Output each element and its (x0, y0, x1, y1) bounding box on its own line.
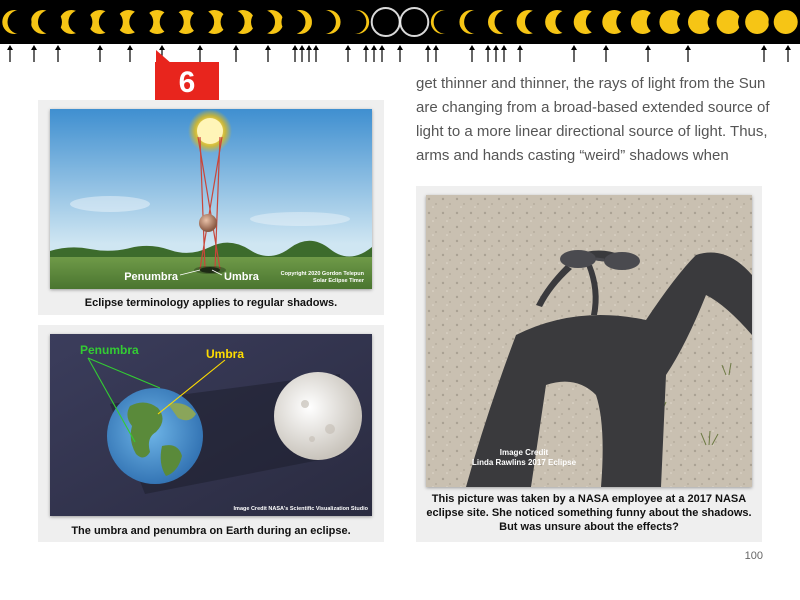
copyright-line: Solar Eclipse Timer (313, 278, 364, 284)
eclipse-phase-icon (221, 10, 255, 34)
phase-marker-arrow-icon (313, 45, 319, 62)
phase-marker-arrow-icon (306, 45, 312, 62)
eclipse-phase-icon (774, 10, 800, 34)
image-credit: Image Credit NASA's Scientific Visualization Studio (233, 506, 368, 512)
eclipse-phase-icon (517, 10, 549, 34)
penumbra-label: Penumbra (80, 343, 139, 357)
phase-marker-arrow-icon (97, 45, 103, 62)
phase-marker-arrow-icon (571, 45, 577, 62)
phase-marker-arrow-icon (197, 45, 203, 62)
eclipse-phase-icon (342, 10, 369, 34)
figure-earth-card (38, 325, 384, 542)
chapter-badge (155, 62, 219, 104)
figure-shadow-photo-card (416, 186, 762, 542)
figure-earth-image (50, 334, 372, 516)
phase-marker-arrow-icon (292, 45, 298, 62)
phase-marker-arrow-icon (517, 45, 523, 62)
copyright-line: Copyright 2020 Gordon Telepun (280, 271, 364, 277)
eclipse-phase-icon (400, 8, 428, 36)
eclipse-phase-icon (312, 10, 341, 34)
phase-marker-arrow-icon (363, 45, 369, 62)
eclipse-phases-graphic (0, 0, 800, 44)
phase-marker-arrow-icon (501, 45, 507, 62)
eclipse-phase-icon (372, 8, 400, 36)
image-credit: Linda Rawlins 2017 Eclipse (471, 458, 577, 467)
body-text-line: are changing from a broad-based extended source of (416, 99, 770, 116)
phase-marker-arrow-icon (761, 45, 767, 62)
phase-marker-arrow-icon (685, 45, 691, 62)
phase-marker-arrow-icon (785, 45, 791, 62)
body-text-line: arms and hands casting “weird” shadows when (416, 147, 729, 164)
eclipse-phase-icon (431, 10, 458, 34)
eclipse-phase-icon (281, 10, 312, 34)
phase-marker-arrow-icon (299, 45, 305, 62)
phase-marker-arrow-icon (425, 45, 431, 62)
page-number: 100 (744, 550, 763, 562)
figure-earth-caption: The umbra and penumbra on Earth during an eclipse. (71, 525, 351, 537)
body-text-line: get thinner and thinner, the rays of light from the Sun (416, 75, 766, 92)
phase-marker-arrow-icon (31, 45, 37, 62)
body-text-line: light to a more linear directional source of light. Thus, (416, 123, 768, 140)
umbra-label: Umbra (206, 347, 245, 361)
phase-marker-arrow-icon (433, 45, 439, 62)
phase-marker-arrow-icon (397, 45, 403, 62)
phase-marker-arrow-icon (127, 45, 133, 62)
phase-markers (0, 44, 800, 64)
eclipse-sequence-banner (0, 0, 800, 44)
figure-terminology-image (50, 109, 372, 289)
figure-terminology-caption: Eclipse terminology applies to regular shadows. (84, 297, 338, 309)
phase-marker-arrow-icon (233, 45, 239, 62)
figure-shadow-photo-caption: This picture was taken by a NASA employee at a 2017 NASA eclipse site. She noticed something funny about the shadows. But was unsure about the effects? (426, 493, 752, 533)
eclipse-phase-icon (459, 10, 488, 34)
eclipse-phase-icon (488, 10, 519, 34)
penumbra-label: Penumbra (124, 271, 178, 283)
phase-marker-arrow-icon (469, 45, 475, 62)
phase-marker-arrow-icon (265, 45, 271, 62)
figure-shadow-photo-image (426, 195, 752, 487)
umbra-label: Umbra (224, 271, 259, 283)
phase-marker-arrow-icon (645, 45, 651, 62)
image-credit: Image Credit (499, 448, 549, 457)
figure-terminology-card (38, 100, 384, 315)
body-text (416, 72, 786, 168)
eclipse-phase-icon (251, 10, 283, 34)
phase-marker-arrow-icon (493, 45, 499, 62)
phase-marker-arrow-icon (485, 45, 491, 62)
phase-marker-arrow-icon (603, 45, 609, 62)
phase-marker-arrow-icon (371, 45, 377, 62)
phase-marker-arrow-icon (55, 45, 61, 62)
phase-marker-arrow-icon (7, 45, 13, 62)
chapter-number: 6 (178, 66, 196, 99)
phase-marker-arrow-icon (345, 45, 351, 62)
phase-marker-arrow-icon (379, 45, 385, 62)
